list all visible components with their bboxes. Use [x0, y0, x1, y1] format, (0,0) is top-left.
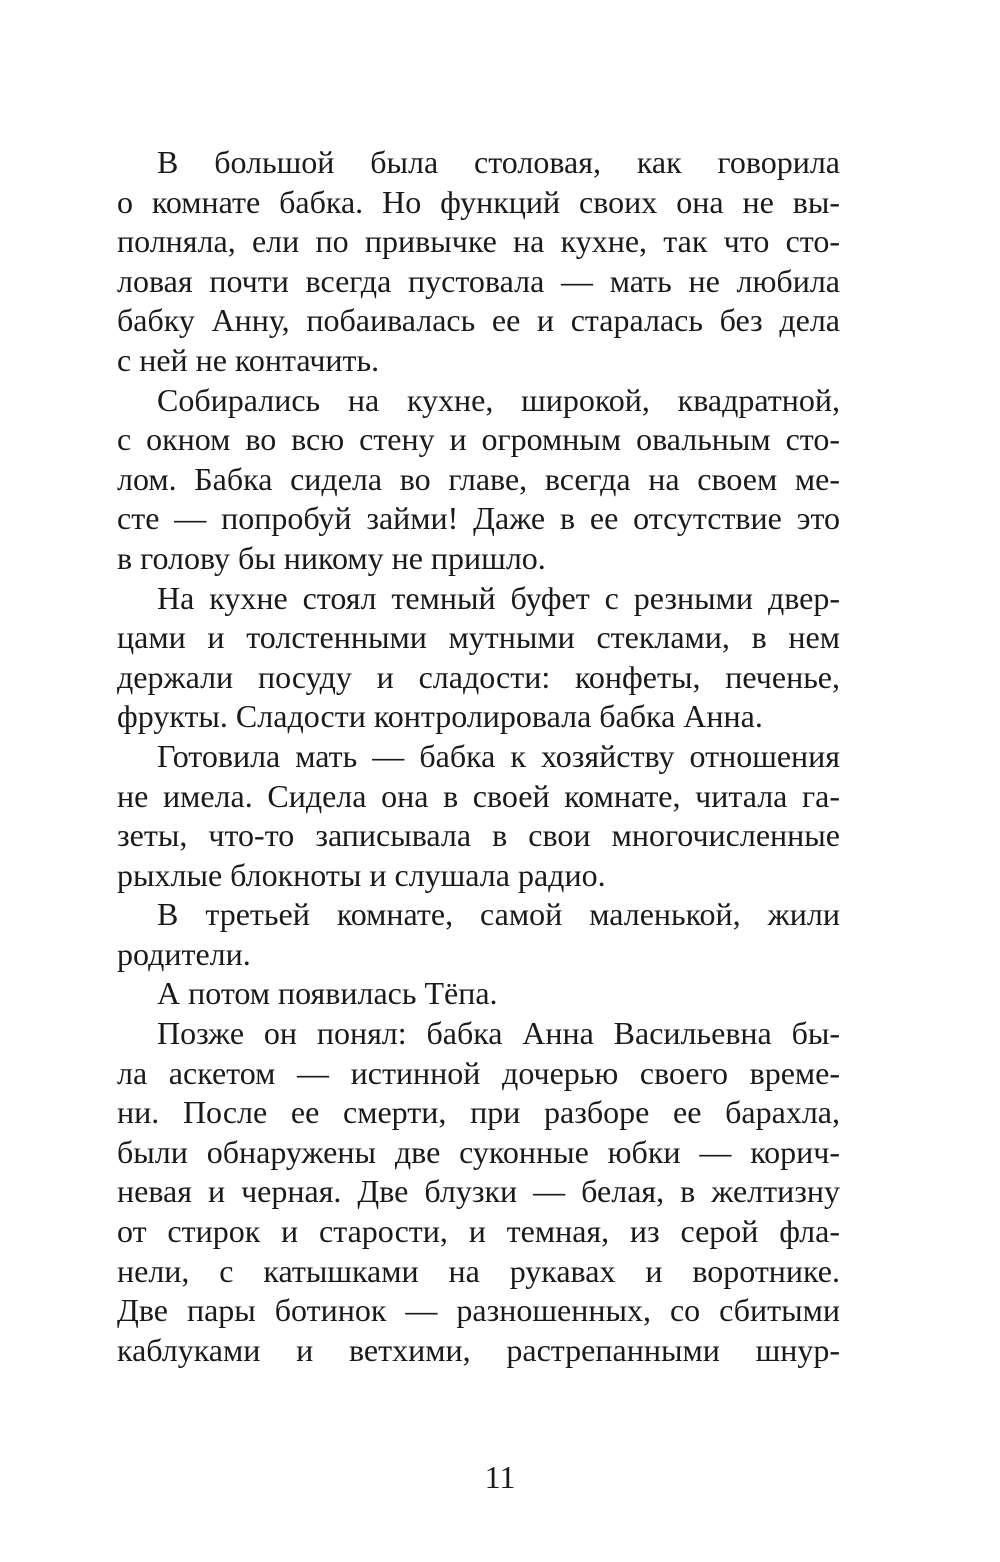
text-line: Готовила мать — бабка к хозяйству отношения	[157, 737, 840, 774]
text-line: невая и черная. Две блузки — белая, в желтизну	[117, 1173, 840, 1210]
text-line: зеты, что-то записывала в свои многочисленные	[117, 817, 840, 854]
text-line: Позже он понял: бабка Анна Васильевна бы-	[157, 1015, 840, 1052]
text-line: ловая почти всегда пустовала — мать не любила	[117, 262, 840, 299]
text-line: Собирались на кухне, широкой, квадратной,	[157, 381, 840, 418]
text-line: о комнате бабка. Но функций своих она не вы-	[117, 183, 840, 220]
text-line: На кухне стоял темный буфет с резными двер-	[157, 579, 840, 616]
text-line: Две пары ботинок — разношенных, со сбитыми	[117, 1292, 840, 1329]
text-line: фрукты. Сладости контролировала бабка Анна.	[117, 698, 763, 735]
text-line: были обнаружены две суконные юбки — корич-	[117, 1133, 840, 1170]
text-line: нели, с катышками на рукавах и воротнике.	[117, 1252, 840, 1289]
text-line: цами и толстенными мутными стеклами, в нем	[117, 619, 840, 656]
text-line: А потом появилась Тёпа.	[157, 975, 498, 1012]
text-line: В третьей комнате, самой маленькой, жили	[157, 896, 840, 933]
text-line: ни. После ее смерти, при разборе ее барахла,	[117, 1094, 840, 1131]
text-line: с окном во всю стену и огромным овальным сто-	[117, 421, 840, 458]
text-line: сте — попробуй займи! Даже в ее отсутствие это	[117, 500, 840, 537]
text-line: бабку Анну, побаивалась ее и старалась без дела	[117, 302, 840, 339]
text-line: ла аскетом — истинной дочерью своего време-	[117, 1054, 840, 1091]
text-line: лом. Бабка сидела во главе, всегда на своем ме-	[117, 460, 840, 497]
body-text	[117, 143, 840, 1370]
text-line: в голову бы никому не пришло.	[117, 539, 546, 576]
text-line: не имела. Сидела она в своей комнате, читала га-	[117, 777, 840, 814]
text-line: от стирок и старости, и темная, из серой фла-	[117, 1213, 840, 1250]
text-line: родители.	[117, 935, 251, 972]
text-line: В большой была столовая, как говорила	[157, 144, 840, 180]
text-line: каблуками и ветхими, растрепанными шнур-	[117, 1331, 840, 1368]
page-number: 11	[484, 1459, 516, 1495]
text-line: с ней не контачить.	[117, 341, 380, 378]
text-line: рыхлые блокноты и слушала радио.	[117, 856, 606, 893]
text-line: держали посуду и сладости: конфеты, печенье,	[117, 658, 840, 695]
text-line: полняла, ели по привычке на кухне, так что сто-	[117, 223, 840, 260]
